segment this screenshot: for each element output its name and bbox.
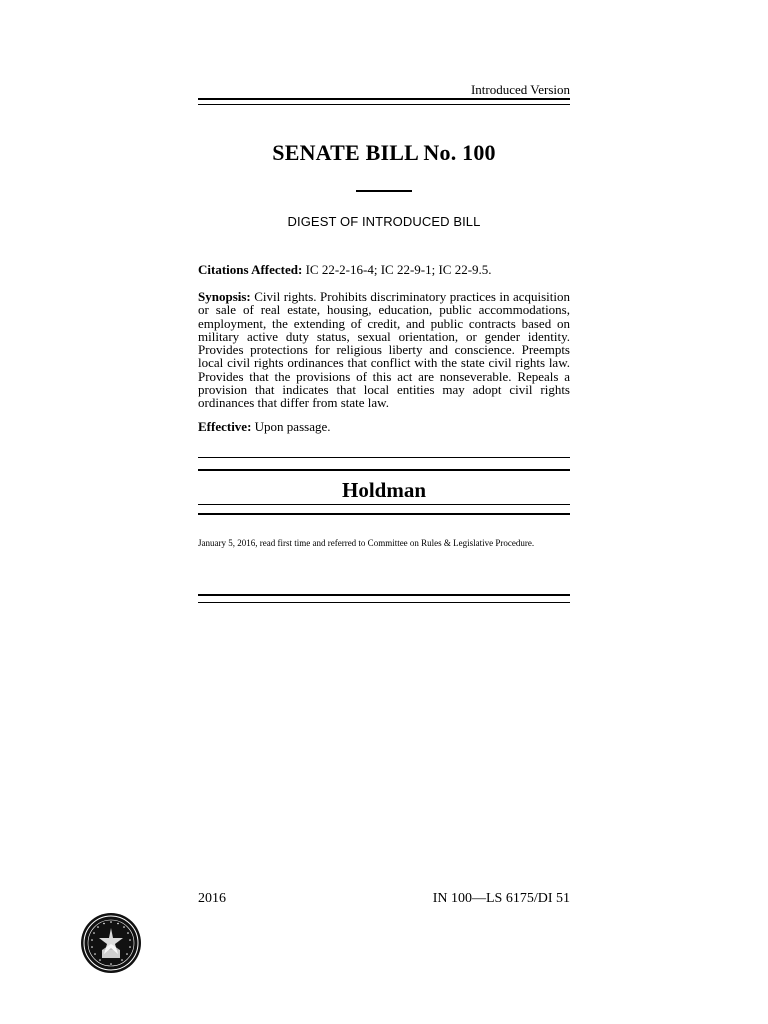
bill-title: SENATE BILL No. 100 bbox=[272, 140, 496, 165]
digest-heading: DIGEST OF INTRODUCED BILL bbox=[287, 214, 481, 229]
synopsis-text: Civil rights. Prohibits discriminatory practices in acquisition or sale of real estate, housing, education, public accommodations, employment, the extending of credit, and public contracts based on military active duty status, sexual orientation, or gender identity. Provides protections for religious liberty and conscience. Preempts local civil rights ordinances that conflict with the state civil rights law. Provides that the provisions of this act are nonseverable. Repeals a provision that indicates that local entities may adopt civil rights ordinances that differ from state law. bbox=[198, 289, 570, 411]
state-seal-icon bbox=[80, 912, 142, 974]
effective-text: Upon passage. bbox=[254, 419, 331, 434]
footer-bill-id: IN 100—LS 6175/DI 51 bbox=[432, 891, 570, 906]
legislative-history: January 5, 2016, read first time and referred to Committee on Rules & Legislative Procedure. bbox=[198, 538, 535, 548]
sponsor-rule-bottom-thin bbox=[198, 504, 570, 505]
header-rule-bottom bbox=[198, 104, 570, 105]
citations-affected bbox=[198, 263, 570, 276]
header-rule-top bbox=[198, 98, 570, 100]
sponsor-rule-bottom-thick bbox=[198, 513, 570, 515]
citations-label: Citations Affected: bbox=[198, 262, 303, 277]
sponsor-rule-top-thin bbox=[198, 457, 570, 458]
version-label: Introduced Version bbox=[470, 82, 570, 97]
footer-year: 2016 bbox=[198, 891, 226, 906]
title-underline bbox=[356, 190, 412, 192]
sponsor-name: Holdman bbox=[341, 478, 427, 502]
history-rule-bottom bbox=[198, 602, 570, 603]
effective-label: Effective: bbox=[198, 419, 252, 434]
sponsor-rule-top-thick bbox=[198, 469, 570, 471]
citations-text: IC 22-2-16-4; IC 22-9-1; IC 22-9.5. bbox=[305, 262, 492, 277]
synopsis bbox=[198, 290, 570, 410]
effective-date bbox=[198, 420, 570, 433]
synopsis-label: Synopsis: bbox=[198, 289, 251, 304]
history-rule-top bbox=[198, 594, 570, 596]
